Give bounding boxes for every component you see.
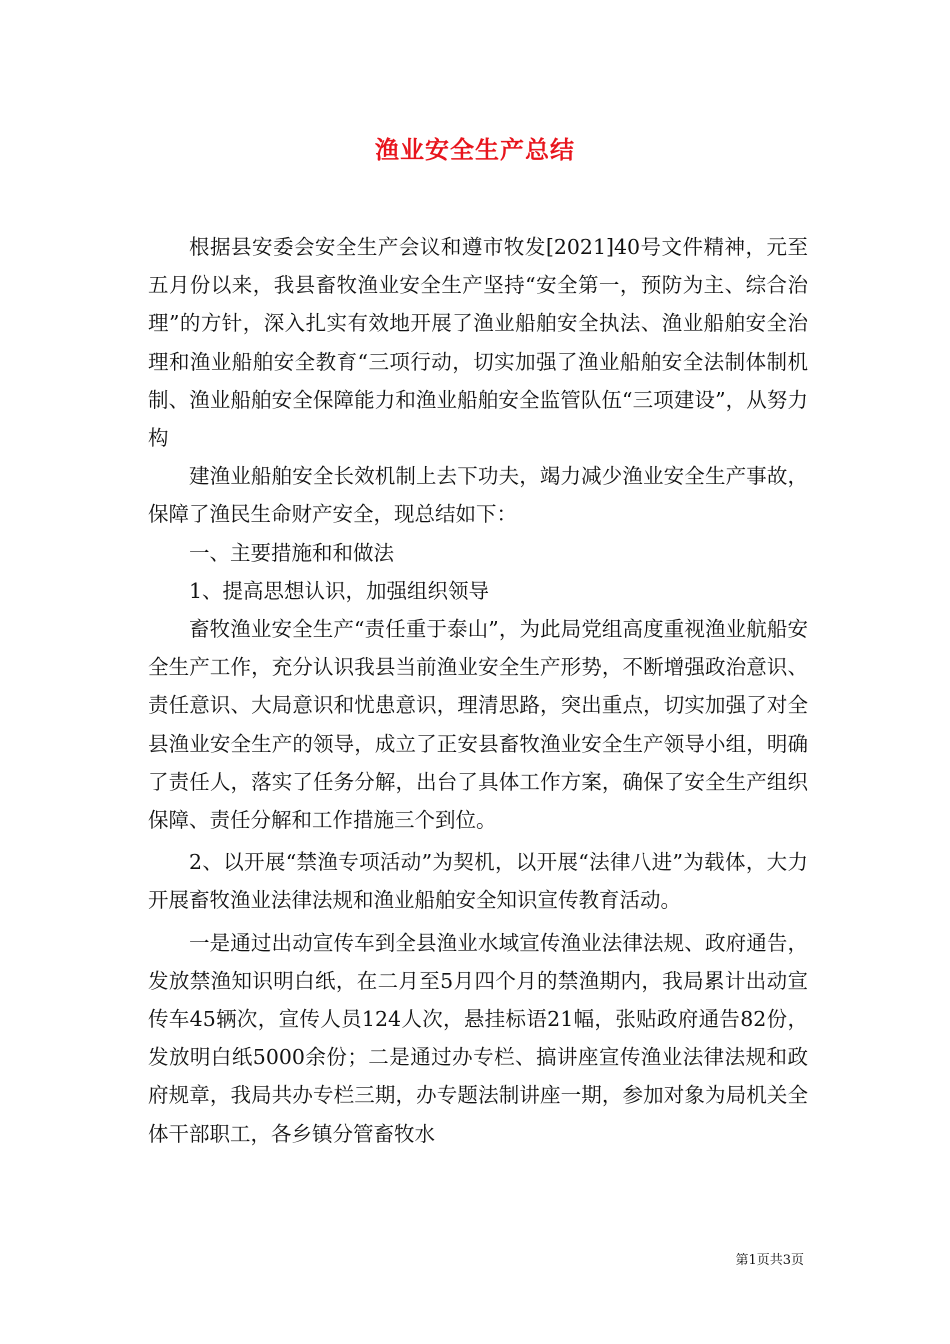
- section-heading-measures: 一、主要措施和和做法: [189, 540, 394, 565]
- document-title: 渔业安全生产总结: [375, 135, 575, 164]
- page-number-footer: 第1页共3页: [735, 1253, 804, 1268]
- document-body: [148, 228, 808, 1153]
- paragraph-campaign: 2、以开展“禁渔专项活动”为契机，以开展“法律八进”为载体，大力开展畜牧渔业法律法规和渔业船舶安全知识宣传教育活动。: [148, 850, 808, 913]
- paragraph-leadership: 畜牧渔业安全生产“责任重于泰山”，为此局党组高度重视渔业航船安全生产工作，充分认识我县当前渔业安全生产形势，不断增强政治意识、责任意识、大局意识和忧患意识，理清思路，突出重点，切实加强了对全县渔业安全生产的领导，成立了正安县畜牧渔业安全生产领导小组，明确了责任人，落实了任务分解，出台了具体工作方案，确保了安全生产组织保障、责任分解和工作措施三个到位。: [148, 617, 808, 833]
- paragraph-intro: 根据县安委会安全生产会议和遵市牧发[2021]40号文件精神，元至五月份以来，我县畜牧渔业安全生产坚持“安全第一，预防为主、综合治理”的方针，深入扎实有效地开展了渔业船舶安全执法、渔业船舶安全治理和渔业船舶安全教育“三项行动，切实加强了渔业船舶安全法制体制机制、渔业船舶安全保障能力和渔业船舶安全监管队伍“三项建设”，从努力构: [148, 235, 808, 451]
- subheading-1: 1、提高思想认识，加强组织领导: [189, 578, 490, 603]
- paragraph-publicity: 一是通过出动宣传车到全县渔业水域宣传渔业法律法规、政府通告，发放禁渔知识明白纸，在二月至5月四个月的禁渔期内，我局累计出动宣传车45辆次，宣传人员124人次，悬挂标语21幅，张贴政府通告82份，发放明白纸5000余份；二是通过办专栏、搞讲座宣传渔业法律法规和政府规章，我局共办专栏三期，办专题法制讲座一期，参加对象为局机关全体干部职工，各乡镇分管畜牧水: [148, 930, 808, 1146]
- paragraph-intro-continued: 建渔业船舶安全长效机制上去下功夫，竭力减少渔业安全生产事故，保障了渔民生命财产安全，现总结如下：: [148, 464, 808, 527]
